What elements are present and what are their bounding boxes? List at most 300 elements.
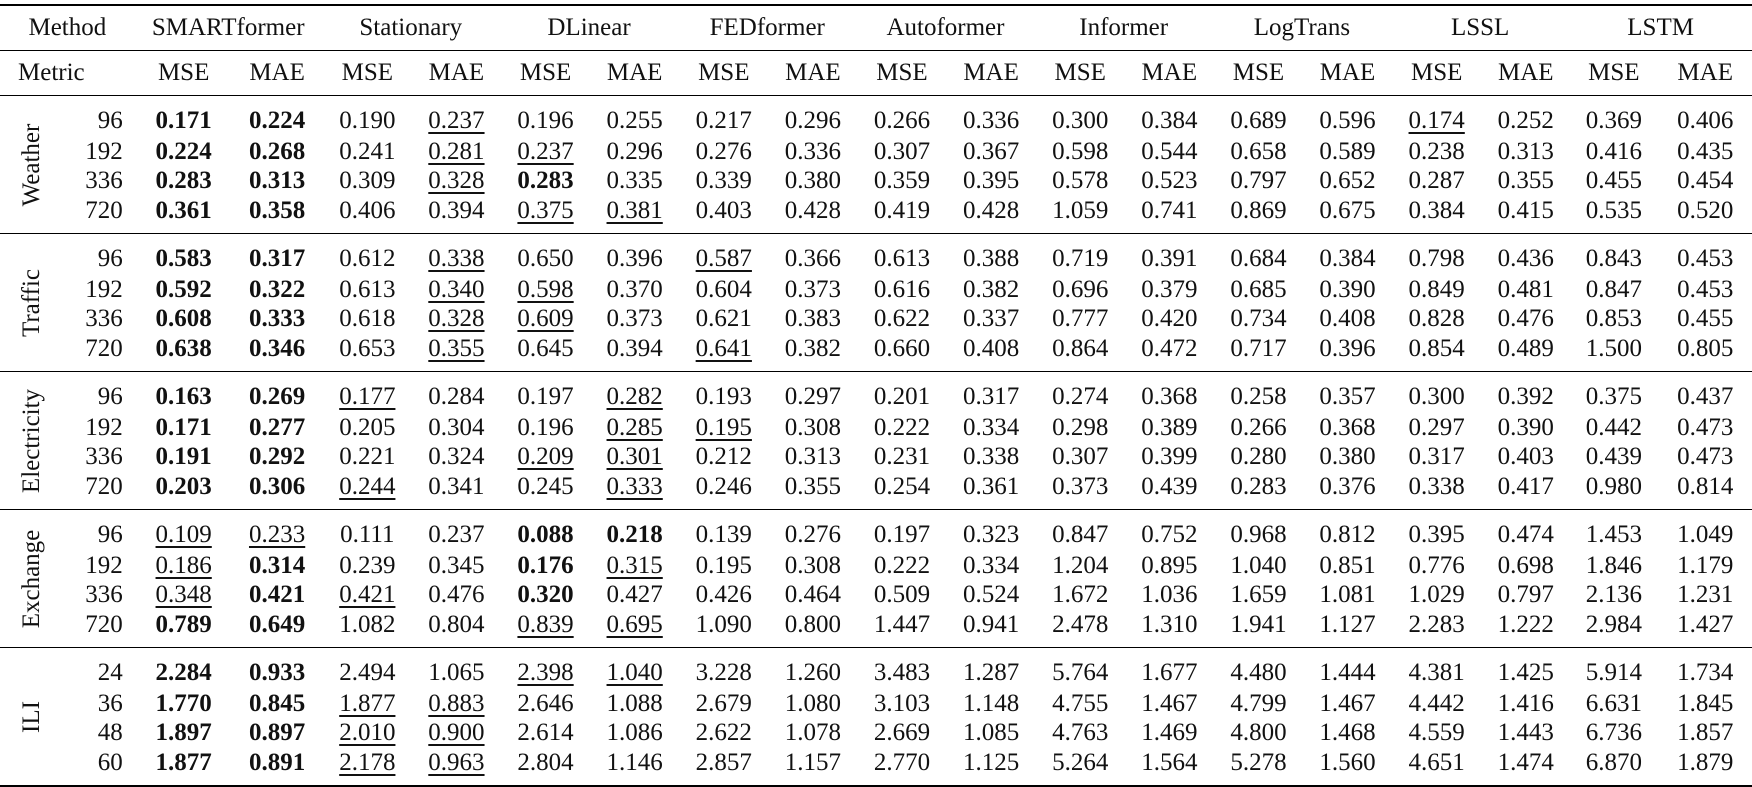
table-row — [0, 195, 1752, 234]
metric-value-cell: 0.399 — [1141, 442, 1198, 470]
metric-value-cell: 2.494 — [339, 659, 396, 686]
horizon-label: 720 — [85, 473, 123, 500]
metric-value-cell: 0.650 — [517, 245, 574, 272]
dataset-label-cell — [0, 372, 63, 510]
metric-value-cell: 2.770 — [873, 749, 931, 776]
metric-value-cell: 0.276 — [695, 138, 752, 166]
metric-value-cell: 0.196 — [517, 414, 574, 442]
metric-value-cell: 0.395 — [1408, 521, 1465, 548]
horizon-label: 720 — [85, 197, 123, 224]
metric-value-cell: 0.613 — [873, 245, 931, 272]
metric-value-cell: 0.375 — [517, 197, 574, 224]
metric-value-cell: 0.284 — [428, 383, 485, 410]
metric-value-cell: 0.391 — [1141, 245, 1198, 272]
metric-value-cell: 0.455 — [1677, 304, 1734, 332]
metric-value-cell: 1.310 — [1141, 611, 1198, 638]
metric-value-cell: 0.535 — [1585, 197, 1642, 224]
metric-value-cell: 1.127 — [1319, 611, 1376, 638]
metric-value-cell: 0.088 — [517, 521, 574, 548]
metric-value-cell: 0.384 — [1408, 197, 1465, 224]
metric-value-cell: 0.388 — [962, 245, 1020, 272]
method-header-lssl: LSSL — [1450, 14, 1510, 41]
metric-value-cell: 0.307 — [1052, 442, 1109, 470]
table-row — [0, 719, 1752, 748]
metric-value-cell: 0.317 — [1408, 442, 1465, 470]
dataset-label-cell — [0, 648, 63, 787]
method-header-lstm: LSTM — [1627, 14, 1694, 41]
metric-value-cell: 0.190 — [339, 107, 396, 134]
metric-value-cell: 1.877 — [155, 749, 212, 776]
table-row — [0, 333, 1752, 372]
mse-column-header: MSE — [1410, 59, 1463, 86]
metric-value-cell: 3.228 — [695, 659, 752, 686]
metric-value-cell: 0.380 — [784, 166, 842, 194]
metric-value-cell: 0.660 — [873, 335, 931, 362]
metric-value-cell: 0.653 — [339, 335, 396, 362]
metric-value-cell: 1.040 — [606, 659, 663, 686]
metric-value-cell: 2.857 — [695, 749, 752, 776]
dataset-label: Exchange — [17, 529, 45, 628]
dataset-group-ili — [0, 648, 1752, 787]
metric-value-cell: 3.103 — [873, 690, 931, 718]
table-row — [0, 305, 1752, 334]
metric-value-cell: 0.297 — [784, 383, 842, 410]
metric-value-cell: 0.239 — [339, 552, 396, 580]
metric-value-cell: 0.111 — [340, 521, 395, 548]
metric-value-cell: 0.237 — [428, 521, 485, 548]
metric-value-cell: 1.443 — [1497, 718, 1554, 746]
metric-value-cell: 0.277 — [248, 414, 306, 442]
table-row — [0, 690, 1752, 719]
metric-value-cell: 0.849 — [1408, 276, 1465, 304]
metric-value-cell: 0.638 — [155, 335, 212, 362]
metric-value-cell: 0.361 — [155, 197, 212, 224]
metric-value-cell: 0.280 — [1230, 442, 1287, 470]
metric-value-cell: 0.283 — [155, 166, 212, 194]
horizon-label: 48 — [97, 718, 123, 746]
metric-value-cell: 0.368 — [1141, 383, 1198, 410]
metric-value-cell: 0.392 — [1497, 383, 1554, 410]
mse-column-header: MSE — [341, 59, 394, 86]
metric-value-cell: 1.416 — [1497, 690, 1554, 718]
metric-value-cell: 0.315 — [606, 552, 663, 580]
metric-value-cell: 0.798 — [1408, 245, 1465, 272]
metric-value-cell: 0.417 — [1497, 473, 1554, 500]
metric-value-cell: 0.176 — [517, 552, 574, 580]
metric-value-cell: 0.237 — [517, 138, 574, 166]
method-header-smartformer: SMARTformer — [151, 14, 305, 41]
metric-value-cell: 0.685 — [1230, 276, 1287, 304]
metric-value-cell: 0.304 — [428, 414, 485, 442]
metric-value-cell: 1.204 — [1052, 552, 1109, 580]
metric-value-cell: 0.195 — [695, 552, 752, 580]
metric-value-cell: 0.436 — [1497, 245, 1554, 272]
mse-column-header: MSE — [157, 59, 210, 86]
metric-value-cell: 0.171 — [155, 107, 212, 134]
metric-value-cell: 2.679 — [695, 690, 752, 718]
metric-value-cell: 0.476 — [428, 580, 485, 608]
metric-value-cell: 0.308 — [784, 552, 842, 580]
metric-value-cell: 1.467 — [1319, 690, 1376, 718]
metric-value-cell: 0.201 — [873, 383, 931, 410]
mse-column-header: MSE — [876, 59, 928, 86]
metric-value-cell: 0.523 — [1141, 166, 1198, 194]
metric-value-cell: 0.416 — [1585, 138, 1642, 166]
metric-value-cell: 0.598 — [517, 276, 574, 304]
metric-value-cell: 0.812 — [1319, 521, 1376, 548]
metric-value-cell: 0.186 — [155, 552, 212, 580]
table-row — [0, 414, 1752, 443]
metric-value-cell: 0.814 — [1677, 473, 1734, 500]
metric-value-cell: 0.361 — [962, 473, 1020, 500]
metric-value-cell: 0.222 — [873, 414, 931, 442]
metric-value-cell: 2.283 — [1408, 611, 1465, 638]
metric-value-cell: 2.136 — [1585, 580, 1642, 608]
metric-value-cell: 6.870 — [1585, 749, 1642, 776]
metric-value-cell: 0.333 — [606, 473, 663, 500]
horizon-label: 720 — [85, 335, 123, 362]
horizon-label: 336 — [85, 304, 123, 332]
metric-value-cell: 0.224 — [155, 138, 212, 166]
metric-value-cell: 0.520 — [1677, 197, 1734, 224]
metric-value-cell: 2.614 — [517, 718, 574, 746]
metric-value-cell: 0.317 — [962, 383, 1020, 410]
metric-value-cell: 0.684 — [1230, 245, 1287, 272]
metric-value-cell: 0.406 — [1677, 107, 1734, 134]
metric-value-cell: 0.322 — [248, 276, 306, 304]
metric-value-cell: 0.306 — [248, 473, 306, 500]
mae-column-header: MAE — [963, 59, 1019, 86]
metric-value-cell: 0.373 — [606, 304, 663, 332]
metric-value-cell: 0.437 — [1677, 383, 1734, 410]
metric-value-cell: 0.592 — [155, 276, 212, 304]
metric-value-cell: 0.618 — [339, 304, 396, 332]
horizon-label: 36 — [97, 690, 123, 718]
table-row — [0, 276, 1752, 305]
metric-value-cell: 0.313 — [784, 442, 842, 470]
metric-value-cell: 0.191 — [155, 442, 212, 470]
metric-value-cell: 1.222 — [1497, 611, 1554, 638]
metric-value-cell: 0.396 — [1319, 335, 1376, 362]
metric-value-cell: 0.439 — [1141, 473, 1198, 500]
metric-value-cell: 0.891 — [248, 749, 306, 776]
dataset-label-cell — [0, 510, 63, 648]
metric-value-cell: 0.583 — [155, 245, 212, 272]
metric-value-cell: 2.398 — [517, 659, 574, 686]
metric-value-cell: 6.736 — [1585, 718, 1642, 746]
metric-value-cell: 0.524 — [962, 580, 1020, 608]
metric-value-cell: 0.421 — [339, 580, 396, 608]
metric-value-cell: 0.282 — [606, 383, 663, 410]
metric-value-cell: 0.869 — [1230, 197, 1287, 224]
horizon-label: 96 — [97, 383, 123, 410]
metric-value-cell: 0.369 — [1585, 107, 1642, 134]
metric-value-cell: 0.476 — [1497, 304, 1554, 332]
metric-value-cell: 1.287 — [962, 659, 1020, 686]
metric-value-cell: 1.444 — [1319, 659, 1376, 686]
metric-value-cell: 0.300 — [1408, 383, 1465, 410]
metric-value-cell: 0.379 — [1141, 276, 1198, 304]
method-header-autoformer: Autoformer — [886, 14, 1005, 41]
metric-value-cell: 0.209 — [517, 442, 574, 470]
metric-value-cell: 0.373 — [784, 276, 842, 304]
metric-value-cell: 0.357 — [1319, 383, 1376, 410]
metric-value-cell: 0.358 — [248, 197, 306, 224]
metric-value-cell: 0.454 — [1677, 166, 1734, 194]
metric-value-cell: 0.338 — [1408, 473, 1465, 500]
metric-value-cell: 5.264 — [1052, 749, 1109, 776]
horizon-label: 24 — [97, 659, 123, 686]
horizon-label: 192 — [85, 552, 123, 580]
metric-value-cell: 1.734 — [1677, 659, 1734, 686]
metric-value-cell: 0.390 — [1319, 276, 1376, 304]
metric-value-cell: 0.696 — [1052, 276, 1109, 304]
metric-value-cell: 0.895 — [1141, 552, 1198, 580]
metric-value-cell: 0.355 — [784, 473, 842, 500]
metric-value-cell: 0.222 — [873, 552, 931, 580]
horizon-label: 720 — [85, 611, 123, 638]
metric-value-cell: 0.390 — [1497, 414, 1554, 442]
metric-value-cell: 1.231 — [1677, 580, 1734, 608]
metric-value-cell: 0.933 — [248, 659, 306, 686]
metric-value-cell: 1.080 — [784, 690, 842, 718]
metric-value-cell: 1.941 — [1230, 611, 1287, 638]
metric-value-cell: 0.203 — [155, 473, 212, 500]
metric-value-cell: 0.804 — [428, 611, 485, 638]
table-row — [0, 138, 1752, 167]
metric-value-cell: 0.839 — [517, 611, 574, 638]
horizon-label: 96 — [97, 107, 123, 134]
metric-value-cell: 0.645 — [517, 335, 574, 362]
mae-column-header: MAE — [1677, 59, 1733, 86]
metric-value-cell: 0.752 — [1141, 521, 1198, 548]
metric-value-cell: 0.283 — [517, 166, 574, 194]
metric-value-cell: 0.346 — [248, 335, 306, 362]
method-header-logtrans: LogTrans — [1253, 14, 1351, 41]
metric-value-cell: 0.616 — [873, 276, 931, 304]
metric-value-cell: 0.439 — [1585, 442, 1642, 470]
metric-value-cell: 0.355 — [428, 335, 485, 362]
metric-value-cell: 6.631 — [1585, 690, 1642, 718]
metric-value-cell: 0.373 — [1052, 473, 1109, 500]
table-row — [0, 234, 1752, 277]
metric-value-cell: 2.478 — [1052, 611, 1109, 638]
metric-value-cell: 0.266 — [873, 107, 931, 134]
horizon-label: 336 — [85, 442, 123, 470]
metric-value-cell: 0.828 — [1408, 304, 1465, 332]
metric-value-cell: 3.483 — [873, 659, 931, 686]
metric-value-cell: 0.408 — [1319, 304, 1376, 332]
dataset-label: Traffic — [17, 268, 45, 337]
metric-value-cell: 0.313 — [1497, 138, 1554, 166]
table-row — [0, 510, 1752, 553]
method-header-fedformer: FEDformer — [709, 14, 825, 41]
metric-value-cell: 0.336 — [962, 107, 1020, 134]
metric-value-cell: 0.698 — [1497, 552, 1554, 580]
metric-value-cell: 2.669 — [873, 718, 931, 746]
metric-value-cell: 0.237 — [428, 107, 485, 134]
metric-value-cell: 0.641 — [695, 335, 752, 362]
metric-value-cell: 1.086 — [606, 718, 663, 746]
metric-value-cell: 0.777 — [1052, 304, 1109, 332]
horizon-label: 96 — [97, 245, 123, 272]
metric-value-cell: 0.109 — [155, 521, 212, 548]
metric-value-cell: 0.252 — [1497, 107, 1554, 134]
metric-value-cell: 1.090 — [695, 611, 752, 638]
metric-value-cell: 1.857 — [1677, 718, 1734, 746]
metric-value-cell: 0.589 — [1319, 138, 1376, 166]
mse-column-header: MSE — [1232, 59, 1285, 86]
metric-value-cell: 0.139 — [695, 521, 752, 548]
method-label: Method — [28, 14, 107, 41]
metric-value-cell: 0.359 — [873, 166, 931, 194]
metric-value-cell: 0.853 — [1585, 304, 1642, 332]
metric-value-cell: 1.677 — [1141, 659, 1198, 686]
metric-value-cell: 1.467 — [1141, 690, 1198, 718]
metric-value-cell: 1.029 — [1408, 580, 1465, 608]
dataset-group-exchange — [0, 510, 1752, 648]
metric-value-cell: 0.323 — [962, 521, 1020, 548]
metric-value-cell: 1.447 — [873, 611, 931, 638]
metric-value-cell: 0.244 — [339, 473, 396, 500]
metric-value-cell: 0.845 — [248, 690, 306, 718]
metric-value-cell: 0.394 — [428, 197, 485, 224]
metric-value-cell: 0.649 — [248, 611, 306, 638]
metric-value-cell: 0.221 — [339, 442, 396, 470]
metric-value-cell: 2.010 — [339, 718, 396, 746]
metric-value-cell: 0.854 — [1408, 335, 1465, 362]
metric-value-cell: 0.276 — [784, 521, 842, 548]
metric-value-cell: 0.941 — [962, 611, 1020, 638]
table-row — [0, 372, 1752, 415]
method-header-stationary: Stationary — [359, 14, 463, 41]
metric-value-cell: 2.804 — [517, 749, 574, 776]
metric-value-cell: 0.396 — [606, 245, 663, 272]
dataset-group-weather — [0, 96, 1752, 234]
metric-value-cell: 0.381 — [606, 197, 663, 224]
metric-value-cell: 4.442 — [1408, 690, 1465, 718]
table-row — [0, 167, 1752, 196]
dataset-group-traffic — [0, 234, 1752, 372]
metric-value-cell: 0.658 — [1230, 138, 1287, 166]
metric-value-cell: 0.689 — [1230, 107, 1287, 134]
metric-value-cell: 0.224 — [248, 107, 306, 134]
horizon-label: 192 — [85, 138, 123, 166]
metric-value-cell: 1.260 — [784, 659, 842, 686]
metric-value-cell: 0.843 — [1585, 245, 1642, 272]
metric-value-cell: 1.879 — [1677, 749, 1734, 776]
horizon-label: 336 — [85, 580, 123, 608]
metric-value-cell: 1.427 — [1677, 611, 1734, 638]
metric-value-cell: 0.193 — [695, 383, 752, 410]
mae-column-header: MAE — [249, 59, 305, 86]
metric-value-cell: 0.171 — [155, 414, 212, 442]
metric-value-cell: 0.435 — [1677, 138, 1734, 166]
metric-value-cell: 4.799 — [1230, 690, 1287, 718]
metric-value-cell: 1.846 — [1585, 552, 1642, 580]
metric-value-cell: 0.578 — [1052, 166, 1109, 194]
metric-value-cell: 0.384 — [1319, 245, 1376, 272]
table-row — [0, 96, 1752, 139]
metric-value-cell: 0.609 — [517, 304, 574, 332]
metric-value-cell: 0.333 — [248, 304, 306, 332]
metric-value-cell: 0.285 — [606, 414, 663, 442]
metric-value-cell: 0.847 — [1585, 276, 1642, 304]
metric-value-cell: 0.320 — [517, 580, 574, 608]
horizon-label: 336 — [85, 166, 123, 194]
metric-value-cell: 0.174 — [1408, 107, 1465, 134]
metric-value-cell: 0.231 — [873, 442, 931, 470]
metric-value-cell: 0.313 — [248, 166, 306, 194]
metric-value-cell: 0.980 — [1585, 473, 1642, 500]
metric-value-cell: 5.764 — [1052, 659, 1109, 686]
metric-value-cell: 0.366 — [784, 245, 842, 272]
metric-value-cell: 0.968 — [1230, 521, 1287, 548]
metric-value-cell: 2.178 — [339, 749, 396, 776]
metric-value-cell: 0.301 — [606, 442, 663, 470]
metric-value-cell: 0.734 — [1230, 304, 1287, 332]
metric-value-cell: 0.300 — [1052, 107, 1109, 134]
metric-value-cell: 0.196 — [517, 107, 574, 134]
metric-value-cell: 1.474 — [1497, 749, 1554, 776]
metric-value-cell: 0.340 — [428, 276, 485, 304]
metric-value-cell: 0.389 — [1141, 414, 1198, 442]
metric-value-cell: 0.339 — [695, 166, 752, 194]
method-header-row — [0, 5, 1752, 51]
metric-value-cell: 0.587 — [695, 245, 752, 272]
metric-value-cell: 0.426 — [695, 580, 752, 608]
metric-value-cell: 0.298 — [1052, 414, 1109, 442]
mse-column-header: MSE — [519, 59, 572, 86]
metric-value-cell: 0.473 — [1677, 442, 1734, 470]
metric-value-cell: 0.287 — [1408, 166, 1465, 194]
metric-value-cell: 1.040 — [1230, 552, 1287, 580]
metric-value-cell: 0.195 — [695, 414, 752, 442]
mse-column-header: MSE — [698, 59, 750, 86]
metric-value-cell: 0.370 — [606, 276, 663, 304]
metric-value-cell: 0.380 — [1319, 442, 1376, 470]
metric-value-cell: 0.335 — [606, 166, 663, 194]
metric-value-cell: 0.255 — [606, 107, 663, 134]
method-header-informer: Informer — [1079, 14, 1169, 41]
metric-value-cell: 0.608 — [155, 304, 212, 332]
metric-value-cell: 1.146 — [606, 749, 663, 776]
metric-value-cell: 0.406 — [339, 197, 396, 224]
dataset-label-cell — [0, 96, 63, 234]
metric-value-cell: 0.415 — [1497, 197, 1554, 224]
metric-value-cell: 1.468 — [1319, 718, 1376, 746]
metric-value-cell: 2.646 — [517, 690, 574, 718]
metric-label: Metric — [18, 59, 85, 86]
metric-value-cell: 2.984 — [1585, 611, 1642, 638]
metric-value-cell: 4.559 — [1408, 718, 1465, 746]
metric-value-cell: 0.383 — [784, 304, 842, 332]
metric-value-cell: 0.652 — [1319, 166, 1376, 194]
metric-value-cell: 1.065 — [428, 659, 485, 686]
metric-value-cell: 0.797 — [1230, 166, 1287, 194]
metric-value-cell: 0.233 — [248, 521, 306, 548]
metric-value-cell: 0.403 — [1497, 442, 1554, 470]
metric-value-cell: 0.337 — [962, 304, 1020, 332]
metric-value-cell: 0.455 — [1585, 166, 1642, 194]
metric-value-cell: 1.425 — [1497, 659, 1554, 686]
metric-value-cell: 1.564 — [1141, 749, 1198, 776]
metric-value-cell: 4.755 — [1052, 690, 1109, 718]
metric-value-cell: 0.421 — [248, 580, 306, 608]
metric-value-cell: 0.177 — [339, 383, 396, 410]
metric-value-cell: 0.341 — [428, 473, 485, 500]
metric-value-cell: 5.278 — [1230, 749, 1287, 776]
